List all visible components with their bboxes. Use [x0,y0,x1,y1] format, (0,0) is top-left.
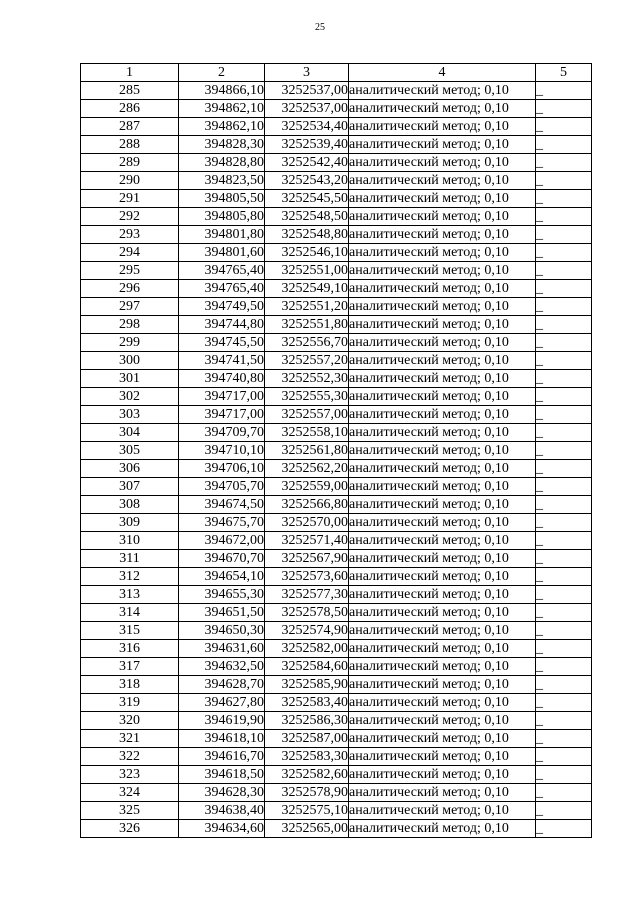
description-cell: _ [536,496,592,514]
y-coordinate-cell: 3252566,80 [265,496,349,514]
method-accuracy-cell: аналитический метод; 0,10 [349,154,536,172]
point-number-cell: 294 [81,244,179,262]
table-row [81,460,592,478]
x-coordinate-cell: 394740,80 [179,370,265,388]
point-number-cell: 312 [81,568,179,586]
table-row [81,532,592,550]
method-accuracy-cell: аналитический метод; 0,10 [349,82,536,100]
table-row [81,766,592,784]
y-coordinate-cell: 3252549,10 [265,280,349,298]
description-cell: _ [536,658,592,676]
method-accuracy-cell: аналитический метод; 0,10 [349,640,536,658]
y-coordinate-cell: 3252561,80 [265,442,349,460]
point-number-cell: 286 [81,100,179,118]
point-number-cell: 293 [81,226,179,244]
point-number-cell: 291 [81,190,179,208]
description-cell: _ [536,424,592,442]
x-coordinate-cell: 394619,90 [179,712,265,730]
x-coordinate-cell: 394828,80 [179,154,265,172]
method-accuracy-cell: аналитический метод; 0,10 [349,712,536,730]
y-coordinate-cell: 3252552,30 [265,370,349,388]
table-row [81,388,592,406]
point-number-cell: 298 [81,316,179,334]
description-cell: _ [536,802,592,820]
table-row [81,208,592,226]
table-row [81,820,592,838]
y-coordinate-cell: 3252578,50 [265,604,349,622]
method-accuracy-cell: аналитический метод; 0,10 [349,100,536,118]
x-coordinate-cell: 394862,10 [179,118,265,136]
y-coordinate-cell: 3252546,10 [265,244,349,262]
point-number-cell: 310 [81,532,179,550]
method-accuracy-cell: аналитический метод; 0,10 [349,208,536,226]
table-row [81,352,592,370]
x-coordinate-cell: 394670,70 [179,550,265,568]
method-accuracy-cell: аналитический метод; 0,10 [349,424,536,442]
method-accuracy-cell: аналитический метод; 0,10 [349,442,536,460]
point-number-cell: 316 [81,640,179,658]
point-number-cell: 300 [81,352,179,370]
method-accuracy-cell: аналитический метод; 0,10 [349,460,536,478]
point-number-cell: 299 [81,334,179,352]
y-coordinate-cell: 3252548,50 [265,208,349,226]
description-cell: _ [536,604,592,622]
table-row [81,586,592,604]
header-y-coordinate: 3 [265,64,349,82]
y-coordinate-cell: 3252578,90 [265,784,349,802]
point-number-cell: 292 [81,208,179,226]
y-coordinate-cell: 3252585,90 [265,676,349,694]
description-cell: _ [536,784,592,802]
x-coordinate-cell: 394654,10 [179,568,265,586]
table-row [81,730,592,748]
x-coordinate-cell: 394632,50 [179,658,265,676]
y-coordinate-cell: 3252584,60 [265,658,349,676]
point-number-cell: 296 [81,280,179,298]
method-accuracy-cell: аналитический метод; 0,10 [349,604,536,622]
table-row [81,262,592,280]
description-cell: _ [536,370,592,388]
x-coordinate-cell: 394745,50 [179,334,265,352]
y-coordinate-cell: 3252586,30 [265,712,349,730]
x-coordinate-cell: 394805,80 [179,208,265,226]
table-row [81,676,592,694]
x-coordinate-cell: 394828,30 [179,136,265,154]
point-number-cell: 295 [81,262,179,280]
x-coordinate-cell: 394765,40 [179,280,265,298]
y-coordinate-cell: 3252557,20 [265,352,349,370]
y-coordinate-cell: 3252573,60 [265,568,349,586]
method-accuracy-cell: аналитический метод; 0,10 [349,802,536,820]
point-number-cell: 326 [81,820,179,838]
description-cell: _ [536,712,592,730]
method-accuracy-cell: аналитический метод; 0,10 [349,226,536,244]
y-coordinate-cell: 3252558,10 [265,424,349,442]
method-accuracy-cell: аналитический метод; 0,10 [349,136,536,154]
y-coordinate-cell: 3252545,50 [265,190,349,208]
description-cell: _ [536,100,592,118]
table-row [81,712,592,730]
table-row [81,370,592,388]
y-coordinate-cell: 3252542,40 [265,154,349,172]
point-number-cell: 319 [81,694,179,712]
point-number-cell: 320 [81,712,179,730]
y-coordinate-cell: 3252575,10 [265,802,349,820]
description-cell: _ [536,442,592,460]
table-row [81,316,592,334]
description-cell: _ [536,766,592,784]
point-number-cell: 314 [81,604,179,622]
point-number-cell: 323 [81,766,179,784]
point-number-cell: 301 [81,370,179,388]
x-coordinate-cell: 394801,80 [179,226,265,244]
point-number-cell: 288 [81,136,179,154]
method-accuracy-cell: аналитический метод; 0,10 [349,730,536,748]
description-cell: _ [536,550,592,568]
method-accuracy-cell: аналитический метод; 0,10 [349,478,536,496]
description-cell: _ [536,208,592,226]
y-coordinate-cell: 3252551,20 [265,298,349,316]
x-coordinate-cell: 394749,50 [179,298,265,316]
description-cell: _ [536,388,592,406]
point-number-cell: 289 [81,154,179,172]
header-description: 5 [536,64,592,82]
table-body [81,82,592,838]
y-coordinate-cell: 3252577,30 [265,586,349,604]
x-coordinate-cell: 394710,10 [179,442,265,460]
x-coordinate-cell: 394744,80 [179,316,265,334]
table-row [81,442,592,460]
description-cell: _ [536,460,592,478]
y-coordinate-cell: 3252567,90 [265,550,349,568]
x-coordinate-cell: 394638,40 [179,802,265,820]
description-cell: _ [536,748,592,766]
method-accuracy-cell: аналитический метод; 0,10 [349,262,536,280]
point-number-cell: 304 [81,424,179,442]
method-accuracy-cell: аналитический метод; 0,10 [349,784,536,802]
y-coordinate-cell: 3252555,30 [265,388,349,406]
point-number-cell: 321 [81,730,179,748]
x-coordinate-cell: 394717,00 [179,388,265,406]
table-row [81,496,592,514]
y-coordinate-cell: 3252570,00 [265,514,349,532]
description-cell: _ [536,586,592,604]
y-coordinate-cell: 3252556,70 [265,334,349,352]
header-row [81,64,592,82]
table-row [81,694,592,712]
description-cell: _ [536,118,592,136]
table-row [81,568,592,586]
x-coordinate-cell: 394706,10 [179,460,265,478]
table-row [81,640,592,658]
x-coordinate-cell: 394801,60 [179,244,265,262]
point-number-cell: 306 [81,460,179,478]
description-cell: _ [536,172,592,190]
description-cell: _ [536,730,592,748]
point-number-cell: 311 [81,550,179,568]
x-coordinate-cell: 394618,10 [179,730,265,748]
method-accuracy-cell: аналитический метод; 0,10 [349,550,536,568]
table-row [81,298,592,316]
x-coordinate-cell: 394628,70 [179,676,265,694]
table-row [81,784,592,802]
description-cell: _ [536,298,592,316]
y-coordinate-cell: 3252574,90 [265,622,349,640]
header-method-accuracy: 4 [349,64,536,82]
table-row [81,190,592,208]
method-accuracy-cell: аналитический метод; 0,10 [349,586,536,604]
x-coordinate-cell: 394627,80 [179,694,265,712]
point-number-cell: 308 [81,496,179,514]
method-accuracy-cell: аналитический метод; 0,10 [349,118,536,136]
table-row [81,550,592,568]
y-coordinate-cell: 3252534,40 [265,118,349,136]
x-coordinate-cell: 394823,50 [179,172,265,190]
description-cell: _ [536,694,592,712]
method-accuracy-cell: аналитический метод; 0,10 [349,748,536,766]
x-coordinate-cell: 394709,70 [179,424,265,442]
table-row [81,334,592,352]
method-accuracy-cell: аналитический метод; 0,10 [349,694,536,712]
table-row [81,748,592,766]
x-coordinate-cell: 394717,00 [179,406,265,424]
table-row [81,622,592,640]
x-coordinate-cell: 394631,60 [179,640,265,658]
point-number-cell: 290 [81,172,179,190]
description-cell: _ [536,316,592,334]
table-row [81,100,592,118]
page-number: 25 [315,22,325,33]
y-coordinate-cell: 3252548,80 [265,226,349,244]
point-number-cell: 322 [81,748,179,766]
table-row [81,244,592,262]
y-coordinate-cell: 3252537,00 [265,100,349,118]
table-row [81,604,592,622]
description-cell: _ [536,406,592,424]
x-coordinate-cell: 394866,10 [179,82,265,100]
point-number-cell: 297 [81,298,179,316]
point-number-cell: 318 [81,676,179,694]
x-coordinate-cell: 394651,50 [179,604,265,622]
method-accuracy-cell: аналитический метод; 0,10 [349,244,536,262]
x-coordinate-cell: 394650,30 [179,622,265,640]
x-coordinate-cell: 394805,50 [179,190,265,208]
description-cell: _ [536,532,592,550]
method-accuracy-cell: аналитический метод; 0,10 [349,820,536,838]
x-coordinate-cell: 394672,00 [179,532,265,550]
table-row [81,658,592,676]
method-accuracy-cell: аналитический метод; 0,10 [349,676,536,694]
description-cell: _ [536,568,592,586]
description-cell: _ [536,262,592,280]
x-coordinate-cell: 394705,70 [179,478,265,496]
x-coordinate-cell: 394655,30 [179,586,265,604]
method-accuracy-cell: аналитический метод; 0,10 [349,352,536,370]
method-accuracy-cell: аналитический метод; 0,10 [349,370,536,388]
coordinates-table [80,63,592,838]
header-x-coordinate: 2 [179,64,265,82]
point-number-cell: 309 [81,514,179,532]
method-accuracy-cell: аналитический метод; 0,10 [349,190,536,208]
table-row [81,514,592,532]
description-cell: _ [536,136,592,154]
table-header [81,64,592,82]
y-coordinate-cell: 3252559,00 [265,478,349,496]
method-accuracy-cell: аналитический метод; 0,10 [349,298,536,316]
table-row [81,118,592,136]
x-coordinate-cell: 394675,70 [179,514,265,532]
table-row [81,172,592,190]
y-coordinate-cell: 3252543,20 [265,172,349,190]
description-cell: _ [536,244,592,262]
description-cell: _ [536,676,592,694]
x-coordinate-cell: 394741,50 [179,352,265,370]
description-cell: _ [536,478,592,496]
description-cell: _ [536,280,592,298]
point-number-cell: 285 [81,82,179,100]
method-accuracy-cell: аналитический метод; 0,10 [349,388,536,406]
table-row [81,424,592,442]
point-number-cell: 313 [81,586,179,604]
method-accuracy-cell: аналитический метод; 0,10 [349,280,536,298]
y-coordinate-cell: 3252537,00 [265,82,349,100]
method-accuracy-cell: аналитический метод; 0,10 [349,406,536,424]
description-cell: _ [536,190,592,208]
method-accuracy-cell: аналитический метод; 0,10 [349,316,536,334]
description-cell: _ [536,82,592,100]
table-row [81,478,592,496]
method-accuracy-cell: аналитический метод; 0,10 [349,496,536,514]
x-coordinate-cell: 394616,70 [179,748,265,766]
table-row [81,136,592,154]
y-coordinate-cell: 3252571,40 [265,532,349,550]
description-cell: _ [536,640,592,658]
x-coordinate-cell: 394674,50 [179,496,265,514]
point-number-cell: 305 [81,442,179,460]
y-coordinate-cell: 3252583,40 [265,694,349,712]
description-cell: _ [536,154,592,172]
y-coordinate-cell: 3252562,20 [265,460,349,478]
y-coordinate-cell: 3252565,00 [265,820,349,838]
point-number-cell: 315 [81,622,179,640]
method-accuracy-cell: аналитический метод; 0,10 [349,658,536,676]
point-number-cell: 325 [81,802,179,820]
method-accuracy-cell: аналитический метод; 0,10 [349,568,536,586]
y-coordinate-cell: 3252551,80 [265,316,349,334]
table-row [81,406,592,424]
header-point-number: 1 [81,64,179,82]
description-cell: _ [536,622,592,640]
point-number-cell: 302 [81,388,179,406]
x-coordinate-cell: 394765,40 [179,262,265,280]
method-accuracy-cell: аналитический метод; 0,10 [349,766,536,784]
y-coordinate-cell: 3252587,00 [265,730,349,748]
point-number-cell: 317 [81,658,179,676]
table-row [81,154,592,172]
point-number-cell: 307 [81,478,179,496]
description-cell: _ [536,820,592,838]
y-coordinate-cell: 3252557,00 [265,406,349,424]
description-cell: _ [536,514,592,532]
x-coordinate-cell: 394634,60 [179,820,265,838]
table-row [81,802,592,820]
y-coordinate-cell: 3252551,00 [265,262,349,280]
point-number-cell: 324 [81,784,179,802]
point-number-cell: 287 [81,118,179,136]
description-cell: _ [536,334,592,352]
description-cell: _ [536,226,592,244]
y-coordinate-cell: 3252539,40 [265,136,349,154]
description-cell: _ [536,352,592,370]
method-accuracy-cell: аналитический метод; 0,10 [349,514,536,532]
method-accuracy-cell: аналитический метод; 0,10 [349,172,536,190]
method-accuracy-cell: аналитический метод; 0,10 [349,334,536,352]
y-coordinate-cell: 3252582,00 [265,640,349,658]
y-coordinate-cell: 3252583,30 [265,748,349,766]
table-row [81,82,592,100]
x-coordinate-cell: 394862,10 [179,100,265,118]
table-row [81,280,592,298]
y-coordinate-cell: 3252582,60 [265,766,349,784]
point-number-cell: 303 [81,406,179,424]
table-row [81,226,592,244]
x-coordinate-cell: 394628,30 [179,784,265,802]
x-coordinate-cell: 394618,50 [179,766,265,784]
method-accuracy-cell: аналитический метод; 0,10 [349,532,536,550]
method-accuracy-cell: аналитический метод; 0,10 [349,622,536,640]
